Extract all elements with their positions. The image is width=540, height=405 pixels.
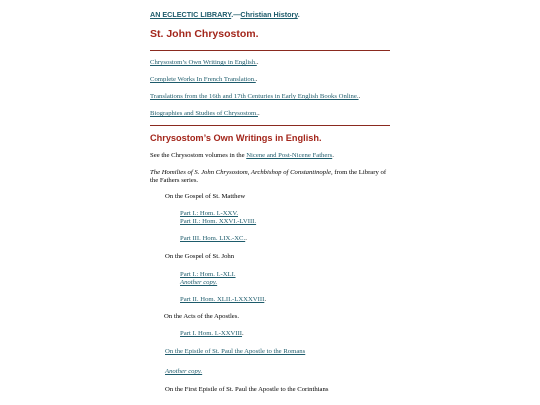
homilies-paragraph xyxy=(150,169,390,185)
matthew-part-3-link[interactable]: Part III. Hom. LIX.-XC. xyxy=(180,235,246,242)
toc-item: Biographies and Studies of Chrysostom.. xyxy=(150,110,260,117)
homilies-rest: , from the Library of the Fathers series. xyxy=(150,169,387,184)
section-heading: Chrysostom’s Own Writings in English. xyxy=(150,133,322,143)
matthew-part-2-link[interactable]: Part II.: Hom. XXVI.-LVIII. xyxy=(180,218,257,225)
john-part-1-link[interactable]: Part I.: Hom. I.-XLI. xyxy=(180,271,236,278)
romans-item xyxy=(150,348,390,356)
breadcrumb-separator: .— xyxy=(231,10,241,19)
romans-another-copy-link[interactable]: Another copy. xyxy=(165,368,203,375)
acts-part-1: Part I. Hom. I.-XXVIII. xyxy=(180,330,244,337)
intro-suffix: . xyxy=(332,152,334,159)
breadcrumb-library-link[interactable]: AN ECLECTIC LIBRARY xyxy=(150,10,232,19)
page-title: St. John Chrysostom. xyxy=(150,28,259,40)
toc-link-own-writings[interactable]: Chrysostom’s Own Writings in English. xyxy=(150,59,257,66)
toc-item: Translations from the 16th and 17th Centuries in Early English Books Online.. xyxy=(150,93,361,100)
toc-divider xyxy=(150,125,390,126)
intro-prefix: See the Chrysostom volumes in the xyxy=(150,152,247,159)
john-part-1 xyxy=(150,271,390,287)
toc-link-early-english-books[interactable]: Translations from the 16th and 17th Centuries in Early English Books Online. xyxy=(150,93,359,100)
romans-another xyxy=(150,368,390,376)
matthew-part-1-link[interactable]: Part I.: Hom. I.-XXV. xyxy=(180,210,239,217)
nicene-fathers-link[interactable]: Nicene and Post-Nicene Fathers xyxy=(246,152,333,159)
corinthians-label: On the First Epistle of St. Paul the Apostle to the Corinthians xyxy=(165,386,329,393)
acts-label: On the Acts of the Apostles. xyxy=(164,313,240,320)
table-of-contents xyxy=(150,59,390,118)
matthew-parts xyxy=(150,210,390,226)
john-label: On the Gospel of St. John xyxy=(165,253,235,260)
title-divider xyxy=(150,50,390,51)
breadcrumb xyxy=(150,10,390,19)
breadcrumb-section-link[interactable]: Christian History xyxy=(240,10,298,19)
toc-link-biographies[interactable]: Biographies and Studies of Chrysostom. xyxy=(150,110,258,117)
john-part-2-link[interactable]: Part II. Hom. XLII.-LXXXVIII xyxy=(180,296,265,303)
john-another-copy-link[interactable]: Another copy. xyxy=(180,279,218,286)
toc-link-french-translation[interactable]: Complete Works In French Translation. xyxy=(150,76,256,83)
romans-link[interactable]: On the Epistle of St. Paul the Apostle to the Romans xyxy=(165,348,306,355)
breadcrumb-trail: . xyxy=(297,10,300,19)
matthew-part-3: Part III. Hom. LIX.-XC.. xyxy=(180,235,247,242)
matthew-label: On the Gospel of St. Matthew xyxy=(165,193,246,200)
content-column xyxy=(150,10,390,394)
toc-item: Complete Works In French Translation.. xyxy=(150,76,258,83)
intro-paragraph xyxy=(150,152,390,160)
john-part-2: Part II. Hom. XLII.-LXXXVIII. xyxy=(180,296,266,303)
toc-item: Chrysostom’s Own Writings in English.. xyxy=(150,59,259,66)
acts-part-1-link[interactable]: Part I. Hom. I.-XXVIII xyxy=(180,330,243,337)
homilies-title: The Homilies of S. John Chrysostom, Archbishop of Constantinople xyxy=(150,169,331,176)
